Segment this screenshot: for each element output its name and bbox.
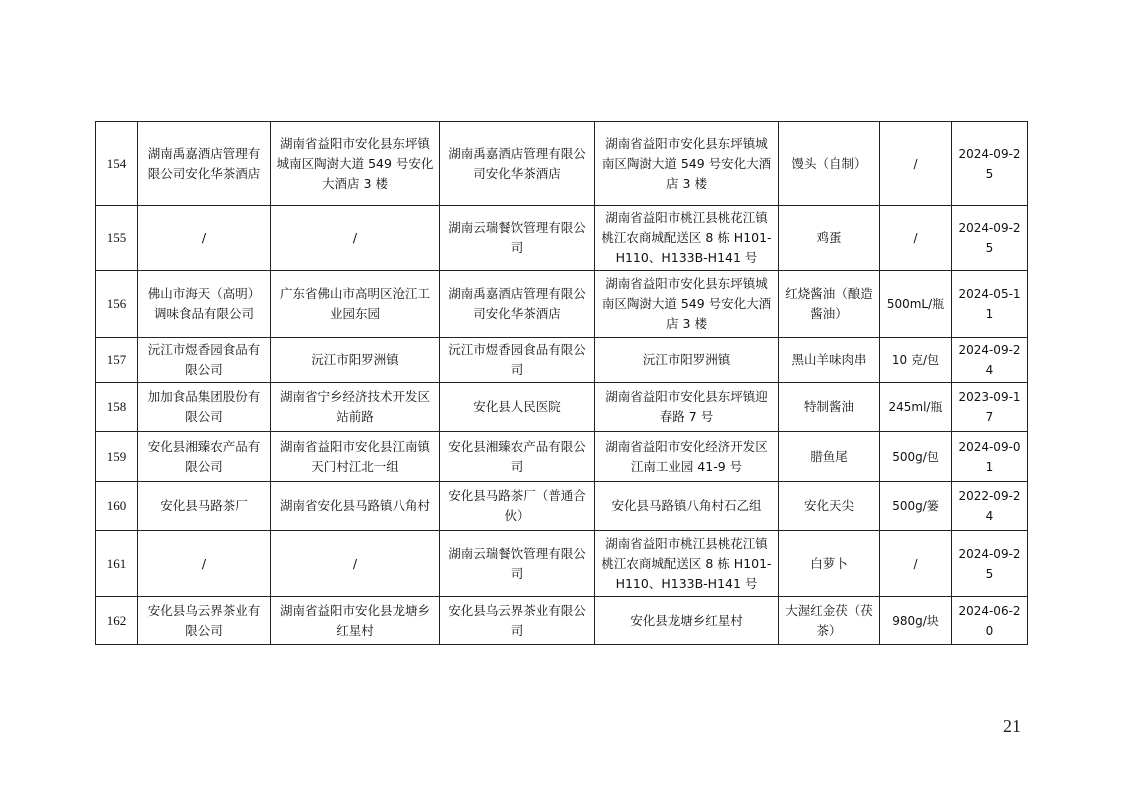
table-row [96,432,1028,482]
row-number: 157 [96,338,138,383]
row-number: 158 [96,383,138,432]
specification: / [880,122,952,206]
table-row [96,122,1028,206]
food-name: 鸡蛋 [779,206,880,271]
specification: 10 克/包 [880,338,952,383]
production-date: 2024-09-24 [952,338,1028,383]
producer-name: 安化县湘臻农产品有限公司 [138,432,271,482]
table-row [96,597,1028,645]
table-row [96,206,1028,271]
sampled-unit: 湖南云瑞餐饮管理有限公司 [440,531,595,597]
specification: / [880,206,952,271]
sampled-unit-address: 湖南省益阳市安化县东坪镇城南区陶澍大道 549 号安化大酒店 3 楼 [595,271,779,338]
sampled-unit: 安化县人民医院 [440,383,595,432]
row-number: 160 [96,482,138,531]
producer-name: 安化县马路茶厂 [138,482,271,531]
producer-address: / [271,531,440,597]
sampled-unit: 湖南禹嘉酒店管理有限公司安化华茶酒店 [440,122,595,206]
table-row [96,271,1028,338]
sampled-unit-address: 安化县马路镇八角村石乙组 [595,482,779,531]
food-name: 白萝卜 [779,531,880,597]
specification: 500mL/瓶 [880,271,952,338]
row-number: 159 [96,432,138,482]
sampled-unit: 安化县乌云界茶业有限公司 [440,597,595,645]
row-number: 155 [96,206,138,271]
production-date: 2024-09-25 [952,122,1028,206]
page-number: 21 [1003,716,1021,736]
producer-address: 湖南省安化县马路镇八角村 [271,482,440,531]
sampled-unit-address: 湖南省益阳市安化经济开发区江南工业园 41-9 号 [595,432,779,482]
production-date: 2024-09-01 [952,432,1028,482]
sampled-unit: 沅江市煜香园食品有限公司 [440,338,595,383]
table-row [96,383,1028,432]
sampled-unit-address: 湖南省益阳市桃江县桃花江镇桃江农商城配送区 8 栋 H101-H110、H133B-H141 号 [595,531,779,597]
producer-name: / [138,206,271,271]
specification: 980g/块 [880,597,952,645]
production-date: 2024-09-25 [952,206,1028,271]
sampling-results-table [95,121,1028,645]
table-row [96,531,1028,597]
specification: 500g/篓 [880,482,952,531]
specification: / [880,531,952,597]
production-date: 2024-06-20 [952,597,1028,645]
row-number: 154 [96,122,138,206]
producer-address: 沅江市阳罗洲镇 [271,338,440,383]
food-name: 馒头（自制） [779,122,880,206]
producer-name: / [138,531,271,597]
producer-name: 佛山市海天（高明）调味食品有限公司 [138,271,271,338]
table-row [96,482,1028,531]
producer-address: 湖南省宁乡经济技术开发区站前路 [271,383,440,432]
producer-name: 湖南禹嘉酒店管理有限公司安化华茶酒店 [138,122,271,206]
producer-address: 广东省佛山市高明区沧江工业园东园 [271,271,440,338]
table-row [96,338,1028,383]
food-name: 安化天尖 [779,482,880,531]
sampled-unit-address: 沅江市阳罗洲镇 [595,338,779,383]
production-date: 2024-09-25 [952,531,1028,597]
producer-address: 湖南省益阳市安化县东坪镇城南区陶澍大道 549 号安化大酒店 3 楼 [271,122,440,206]
specification: 245ml/瓶 [880,383,952,432]
sampled-unit: 湖南禹嘉酒店管理有限公司安化华茶酒店 [440,271,595,338]
sampled-unit: 湖南云瑞餐饮管理有限公司 [440,206,595,271]
food-name: 大渥红金茯（茯茶） [779,597,880,645]
food-name: 腊鱼尾 [779,432,880,482]
production-date: 2023-09-17 [952,383,1028,432]
sampled-unit: 安化县湘臻农产品有限公司 [440,432,595,482]
producer-address: / [271,206,440,271]
production-date: 2022-09-24 [952,482,1028,531]
producer-address: 湖南省益阳市安化县龙塘乡红星村 [271,597,440,645]
producer-name: 加加食品集团股份有限公司 [138,383,271,432]
sampled-unit-address: 安化县龙塘乡红星村 [595,597,779,645]
food-name: 红烧酱油（酿造酱油） [779,271,880,338]
specification: 500g/包 [880,432,952,482]
sampled-unit-address: 湖南省益阳市安化县东坪镇城南区陶澍大道 549 号安化大酒店 3 楼 [595,122,779,206]
row-number: 162 [96,597,138,645]
producer-address: 湖南省益阳市安化县江南镇天门村江北一组 [271,432,440,482]
food-name: 黑山羊味肉串 [779,338,880,383]
row-number: 156 [96,271,138,338]
producer-name: 安化县乌云界茶业有限公司 [138,597,271,645]
producer-name: 沅江市煜香园食品有限公司 [138,338,271,383]
row-number: 161 [96,531,138,597]
sampled-unit: 安化县马路茶厂（普通合伙） [440,482,595,531]
sampled-unit-address: 湖南省益阳市安化县东坪镇迎春路 7 号 [595,383,779,432]
sampled-unit-address: 湖南省益阳市桃江县桃花江镇桃江农商城配送区 8 栋 H101-H110、H133B-H141 号 [595,206,779,271]
food-name: 特制酱油 [779,383,880,432]
production-date: 2024-05-11 [952,271,1028,338]
